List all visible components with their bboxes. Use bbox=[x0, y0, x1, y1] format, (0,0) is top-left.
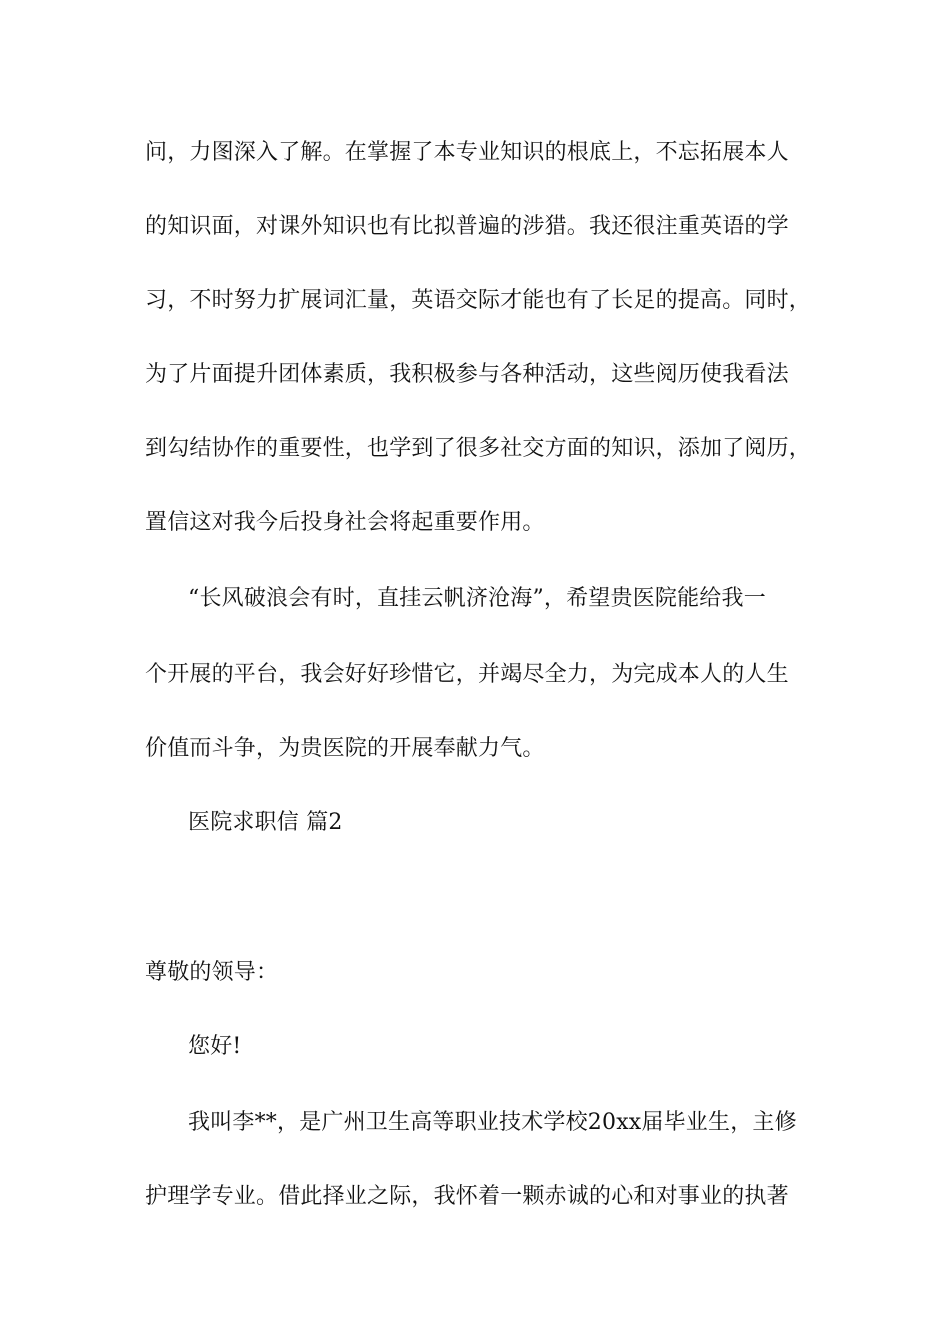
text-line: 习，不时努力扩展词汇量，英语交际才能也有了长足的提高。同时， bbox=[145, 288, 812, 313]
text-line: 护理学专业。借此择业之际，我怀着一颗赤诚的心和对事业的执著 bbox=[145, 1184, 789, 1209]
text-line: “长风破浪会有时，直挂云帆济沧海”，希望贵医院能给我一 bbox=[188, 586, 766, 611]
text-line: 个开展的平台，我会好好珍惜它，并竭尽全力，为完成本人的人生 bbox=[145, 662, 789, 687]
section-heading: 医院求职信 篇2 bbox=[188, 810, 343, 835]
text-line: 的知识面，对课外知识也有比拟普遍的涉猎。我还很注重英语的学 bbox=[145, 214, 789, 239]
greeting: 您好! bbox=[188, 1034, 242, 1059]
salutation: 尊敬的领导： bbox=[145, 960, 279, 985]
text-line: 到勾结协作的重要性，也学到了很多社交方面的知识，添加了阅历， bbox=[145, 436, 812, 461]
text-line: 我叫李**，是广州卫生高等职业技术学校20xx届毕业生，主修 bbox=[188, 1110, 797, 1135]
text-line: 价值而斗争，为贵医院的开展奉献力气。 bbox=[145, 736, 545, 761]
text-line: 置信这对我今后投身社会将起重要作用。 bbox=[145, 510, 545, 535]
text-line: 问，力图深入了解。在掌握了本专业知识的根底上，不忘拓展本人 bbox=[145, 140, 789, 165]
text-line: 为了片面提升团体素质，我积极参与各种活动，这些阅历使我看法 bbox=[145, 362, 789, 387]
